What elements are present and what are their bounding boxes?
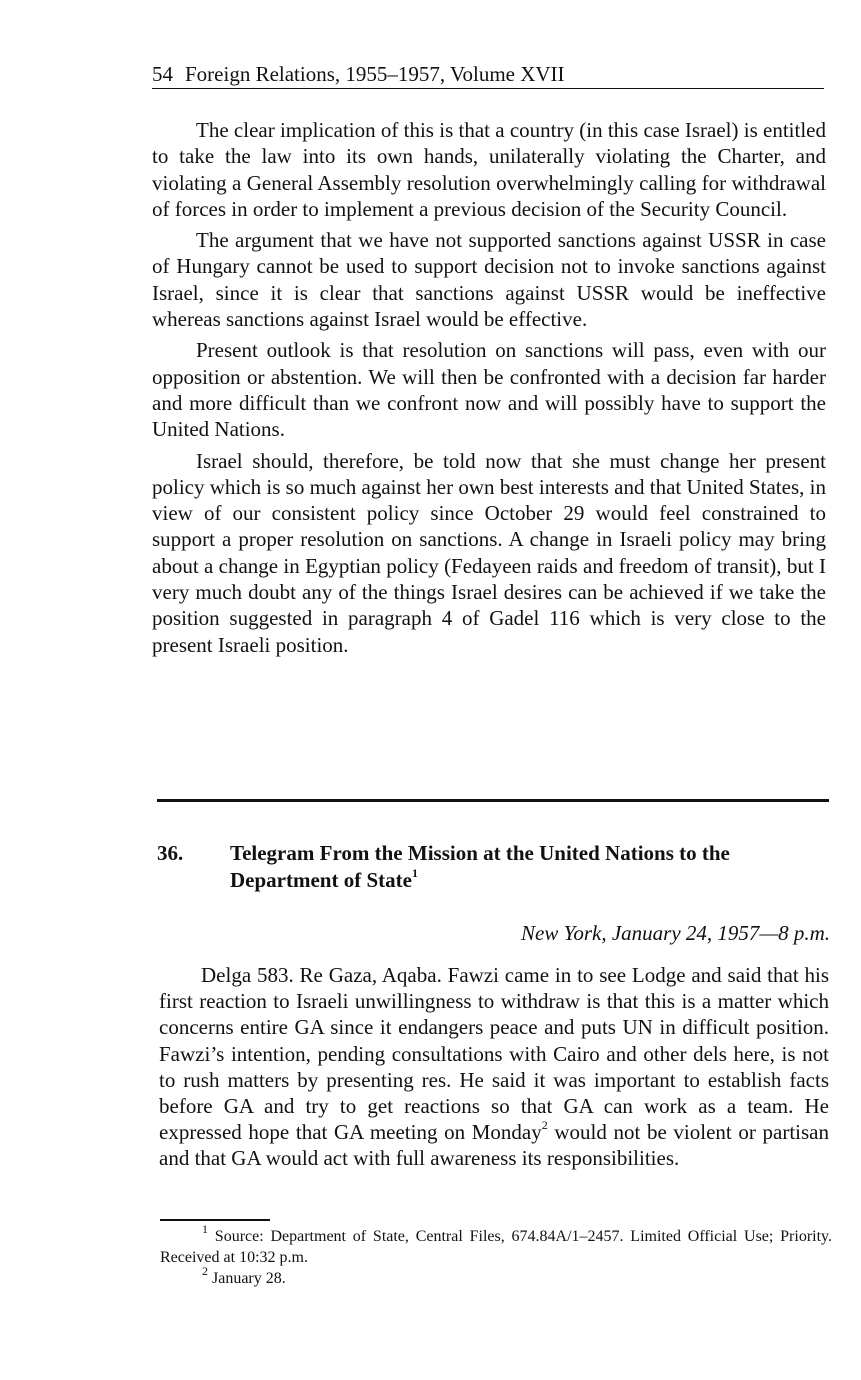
body-text: would not be violent or partisan and that GA would act with full awareness its responsibilities. [159,1120,829,1171]
running-head [152,60,824,89]
footnote-marker: 2 [202,1263,208,1278]
page-number: 54 [152,62,173,86]
footnote-marker: 1 [202,1221,208,1236]
paragraph: Israel should, therefore, be told now that she must change her present policy which is so much against her own best interests and that United States, in view of our consistent policy since October 29 would feel constrained to support a proper resolution on sanctions. A change in Israeli policy may bring about a change in Egyptian policy (Fedayeen raids and freedom of transit), but I very much doubt any of the things Israel desires can be achieved if we take the position suggested in paragraph 4 of Gadel 116 which is very close to the present Israeli position. [152,448,826,657]
footnote [160,1263,832,1289]
footnote-divider [160,1219,270,1221]
section-divider [157,799,829,802]
document-title-text: Telegram From the Mission at the United Nations to the Department of State [230,841,730,892]
footnote [160,1221,832,1268]
footnotes [160,1221,832,1289]
document-number: 36. [157,841,184,865]
document-title [230,840,829,894]
paragraph: The argument that we have not supported sanctions against USSR in case of Hungary cannot be used to support decision not to invoke sanctions against Israel, since it is clear that sanctions against USSR would be ineffective whereas sanctions against Israel would be effective. [152,228,826,332]
footnote-text: Source: Department of State, Central Files, 674.84A/1–2457. Limited Official Use; Priority. Received at 10:32 p.m. [160,1228,832,1266]
paragraph: Present outlook is that resolution on sanctions will pass, even with our opposition or abstention. We will then be confronted with a decision far harder and more difficult than we confront now and will possibly have to support the United Nations. [152,338,826,442]
paragraph: The clear implication of this is that a country (in this case Israel) is entitled to take the law into its own hands, unilaterally violating the Charter, and violating a General Assembly resolution overwhelmingly calling for withdrawal of forces in order to implement a previous decision of the Security Council. [152,118,826,221]
document-heading [157,840,829,894]
footnote-ref[interactable]: 2 [541,1118,548,1133]
dateline: New York, January 24, 1957—8 p.m. [521,921,830,945]
running-head-title: Foreign Relations, 1955–1957, Volume XVII [185,62,565,86]
continued-text [152,117,826,663]
paragraph [159,962,829,1172]
telegram-body [159,962,829,1172]
footnote-ref[interactable]: 1 [411,866,418,880]
footnote-text: January 28. [208,1270,286,1287]
body-text: Delga 583. Re Gaza, Aqaba. Fawzi came in to see Lodge and said that his first reaction to Israeli unwillingness to withdraw is that this is a matter which concerns entire GA since it endangers peace and puts UN in difficult position. Fawzi’s intention, pending consultations with Cairo and other dels here, is not to rush matters by presenting res. He said it was important to establish facts before GA and try to get reactions so that GA can work as a team. He expressed hope that GA meeting on Monday [159,963,829,1145]
